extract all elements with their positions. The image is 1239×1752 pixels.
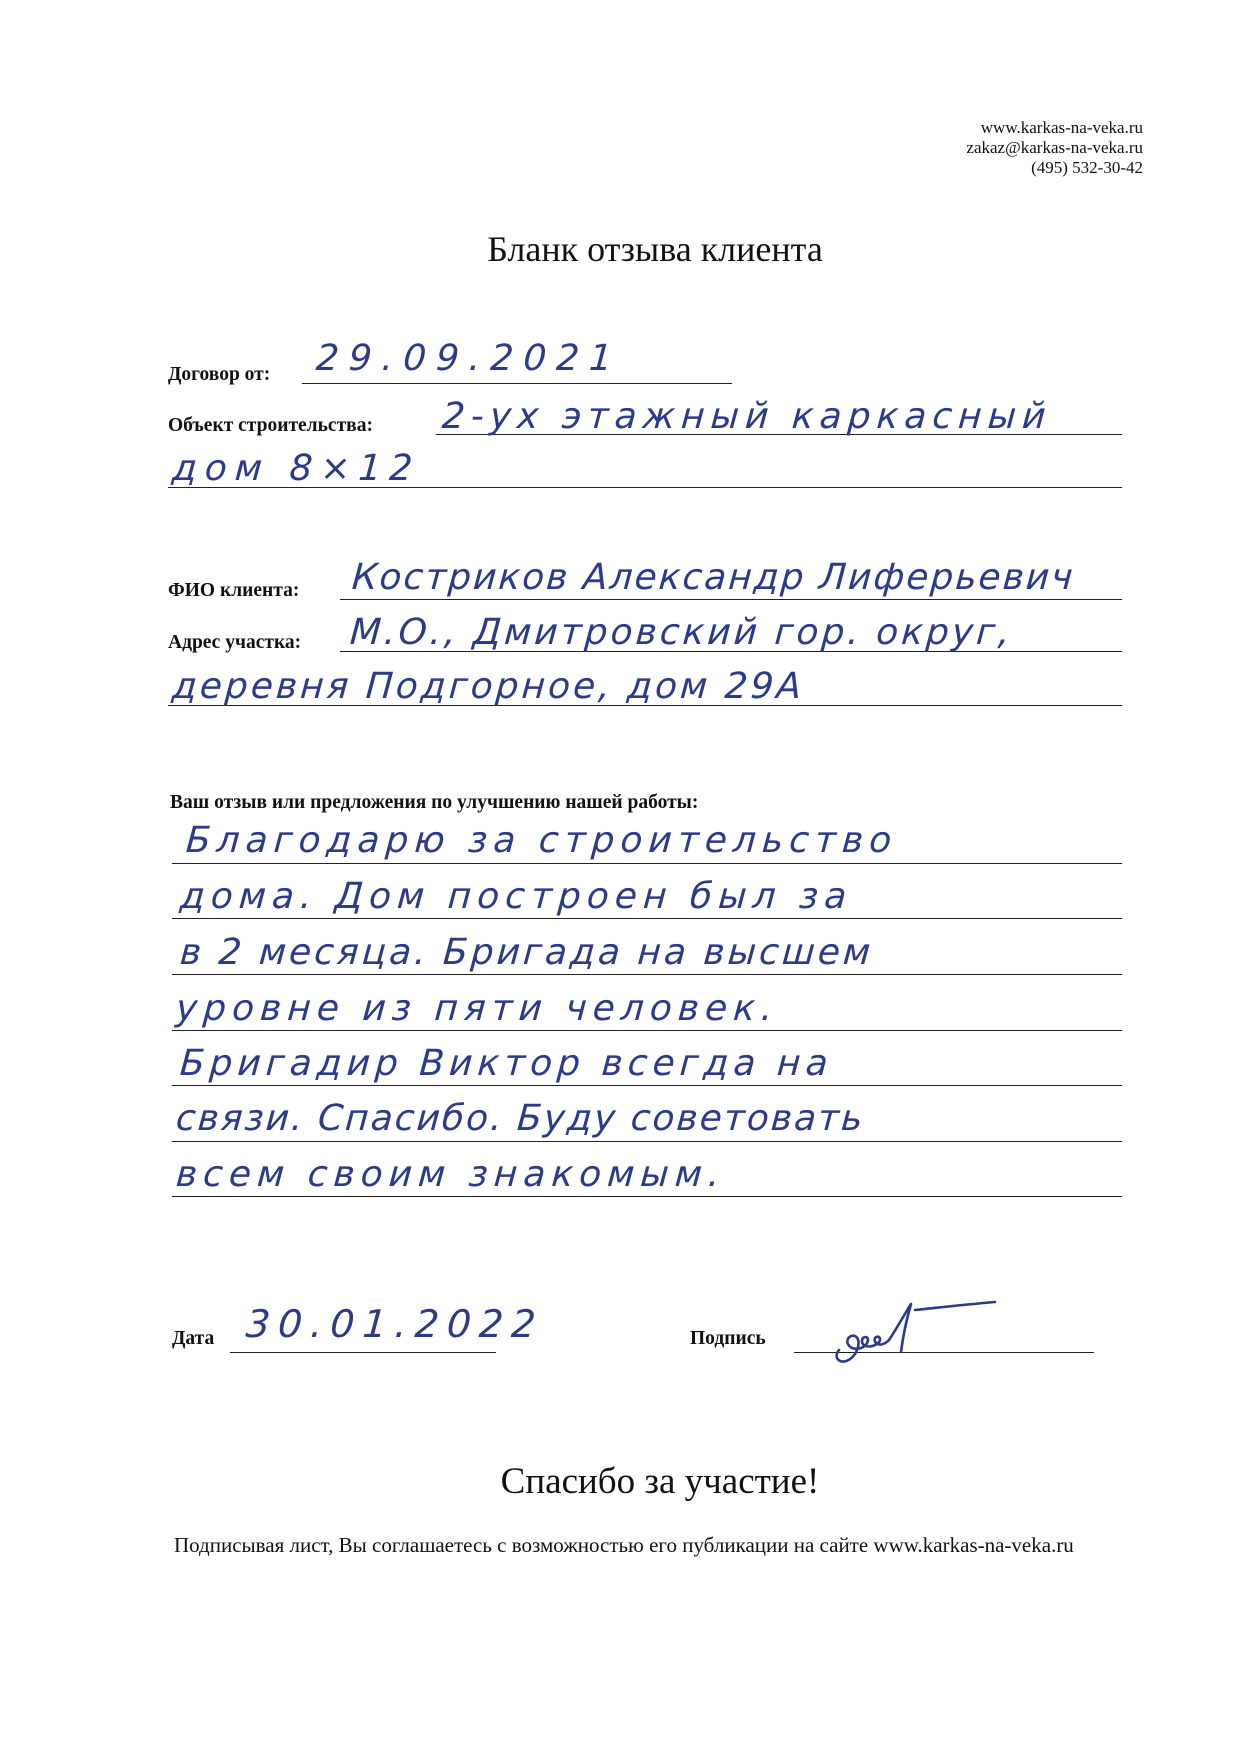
feedback-line-3 [172,974,1122,975]
feedback-text-line-4: уровне из пяти человек. [174,988,780,1029]
feedback-text-line-1: Благодарю за строительство [184,820,899,861]
feedback-text-line-6: связи. Спасибо. Буду советовать [174,1098,866,1139]
object-value-line-1: 2-ух этажный каркасный [440,396,1054,437]
address-value-line-1: М.О., Дмитровский гор. округ, [348,612,1015,653]
address-value-line-2: деревня Подгорное, дом 29А [170,666,806,707]
date-label: Дата [172,1328,215,1349]
address-label: Адрес участка: [168,632,302,653]
thanks-heading: Спасибо за участие! [500,1461,820,1502]
contract-label: Договор от: [168,364,271,385]
object-value-line-2: дом 8×12 [170,448,422,489]
object-label: Объект строительства: [168,415,373,436]
feedback-line-5 [172,1085,1122,1086]
feedback-line-1 [172,863,1122,864]
feedback-text-line-2: дома. Дом построен был за [178,876,854,917]
feedback-label: Ваш отзыв или предложения по улучшению нашей работы: [170,792,699,813]
feedback-line-6 [172,1141,1122,1142]
feedback-text-line-7: всем своим знакомым. [174,1154,727,1195]
date-value: 30.01.2022 [244,1302,546,1346]
client-name-line [340,599,1122,600]
signature-label: Подпись [690,1328,766,1349]
contact-block [966,118,1143,178]
feedback-text-line-5: Бригадир Виктор всегда на [178,1043,835,1084]
contract-line [302,383,732,384]
form-title: Бланк отзыва клиента [487,229,823,269]
contract-date-value: 29.09.2021 [314,338,624,379]
feedback-text-line-3: в 2 месяца. Бригада на высшем [178,932,875,973]
feedback-line-2 [172,918,1122,919]
phone-text: (495) 532-30-42 [1031,158,1143,177]
feedback-line-4 [172,1030,1122,1031]
client-name-label: ФИО клиента: [168,580,300,601]
consent-note: Подписывая лист, Вы соглашаетесь с возможностью его публикации на сайте www.karkas-na-veka.ru [174,1533,1074,1557]
client-name-value: Костриков Александр Лиферьевич [350,557,1077,598]
date-line [230,1352,496,1353]
email-text: zakaz@karkas-na-veka.ru [966,138,1143,157]
website-text: www.karkas-na-veka.ru [980,118,1143,137]
feedback-line-7 [172,1196,1122,1197]
handwritten-signature [815,1288,1015,1378]
